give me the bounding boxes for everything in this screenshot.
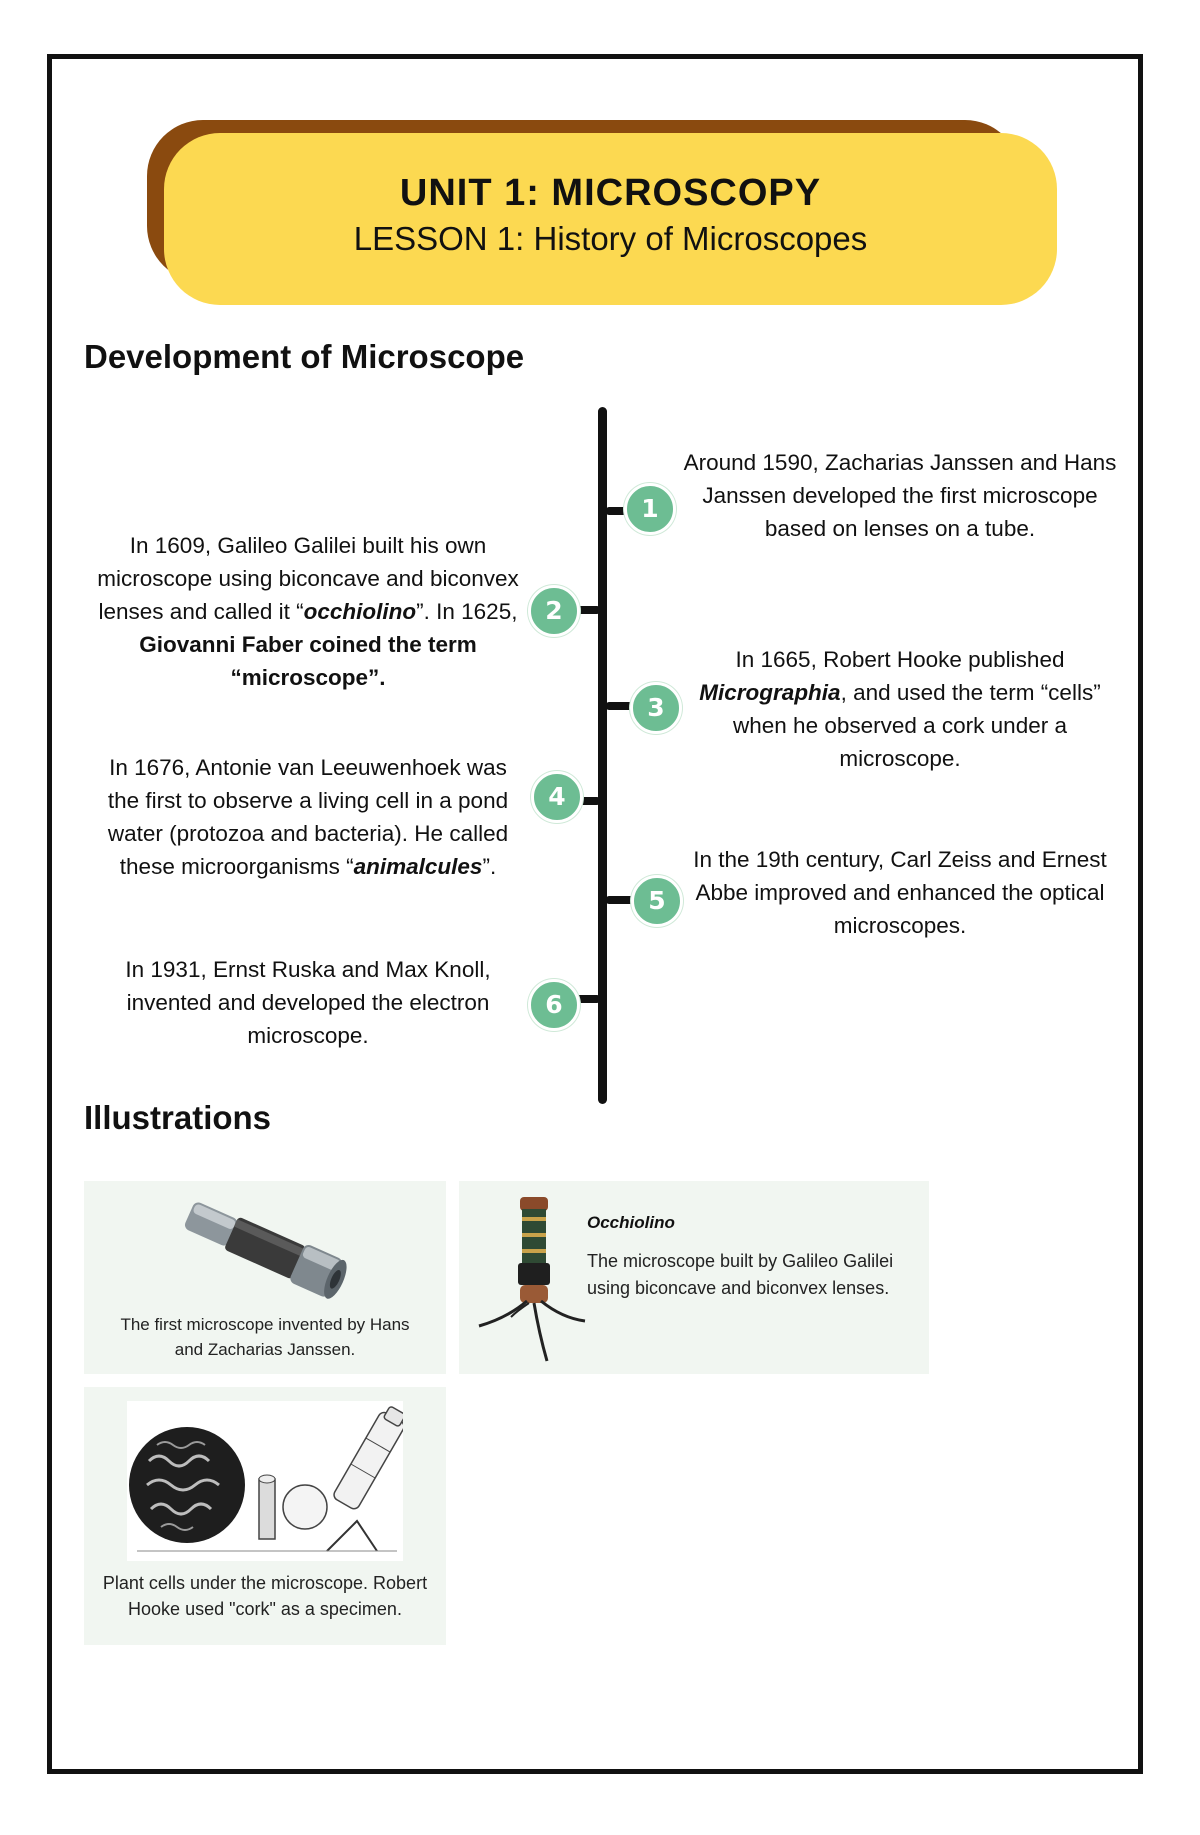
occhiolino-illustration [477, 1193, 587, 1368]
event-6-line: microscope. [247, 1023, 369, 1048]
event-2-line: Giovanni Faber coined the term [139, 632, 477, 657]
event-2-line: microscope using biconcave and biconvex [97, 566, 519, 591]
event-3-line: when he observed a cork under a [733, 713, 1067, 738]
title-banner [164, 133, 1057, 305]
timeline-event-3 [660, 643, 1140, 775]
timeline-marker-2: 2 [528, 585, 580, 637]
caption-line: and Zacharias Janssen. [174, 1340, 356, 1359]
janssen-microscope-illustration [170, 1193, 360, 1303]
event-4-line: these microorganisms “animalcules”. [119, 854, 497, 879]
description-line: The microscope built by Galileo Galilei [587, 1251, 894, 1271]
event-5-line: In the 19th century, Carl Zeiss and Ernest [693, 847, 1107, 872]
hooke-caption [84, 1570, 446, 1622]
timeline-marker-3: 3 [630, 682, 682, 734]
event-4-line: water (protozoa and bacteria). He called [107, 821, 509, 846]
hooke-micrographia-illustration [127, 1401, 403, 1561]
janssen-caption [84, 1312, 446, 1362]
event-4-line: In 1676, Antonie van Leeuwenhoek was [109, 755, 507, 780]
timeline-event-2 [58, 529, 558, 694]
event-1-line: based on lenses on a tube. [764, 516, 1036, 541]
event-2-line: lenses and called it “occhiolino”. In 1625, [98, 599, 518, 624]
occhiolino-title: Occhiolino [587, 1213, 675, 1232]
illustration-card-occhiolino [459, 1181, 929, 1374]
timeline-marker-6: 6 [528, 979, 580, 1031]
event-2-line: In 1609, Galileo Galilei built his own [129, 533, 487, 558]
illustrations-heading: Illustrations [84, 1099, 272, 1136]
occhiolino-term: occhiolino [303, 599, 417, 624]
event-3-line: Micrographia, and used the term “cells” [699, 680, 1101, 705]
event-3-line: In 1665, Robert Hooke published [735, 647, 1065, 672]
timeline-marker-4: 4 [531, 771, 583, 823]
event-1-line: Janssen developed the first microscope [702, 483, 1098, 508]
event-5-line: microscopes. [833, 913, 967, 938]
timeline-event-6 [58, 953, 558, 1052]
timeline-event-4 [58, 751, 558, 883]
event-6-line: invented and developed the electron [126, 990, 490, 1015]
timeline-event-5 [660, 843, 1140, 942]
micrographia-term: Micrographia [699, 680, 841, 705]
occhiolino-description [587, 1248, 922, 1302]
development-heading: Development of Microscope [84, 338, 525, 375]
timeline-marker-5: 5 [631, 875, 683, 927]
timeline-marker-1: 1 [624, 483, 676, 535]
animalcules-term: animalcules [353, 854, 483, 879]
illustration-card-hooke [84, 1387, 446, 1645]
event-5-line: Abbe improved and enhanced the optical [695, 880, 1105, 905]
caption-line: The first microscope invented by Hans [120, 1315, 410, 1334]
lesson-title: LESSON 1: History of Microscopes [353, 220, 868, 257]
caption-line: Hooke used "cork" as a specimen. [128, 1599, 402, 1619]
event-1-line: Around 1590, Zacharias Janssen and Hans [683, 450, 1117, 475]
event-6-line: In 1931, Ernst Ruska and Max Knoll, [125, 957, 491, 982]
caption-line: Plant cells under the microscope. Robert [102, 1573, 428, 1593]
timeline-event-1 [660, 446, 1140, 545]
event-2-line: “microscope”. [230, 665, 386, 690]
event-3-line: microscope. [839, 746, 961, 771]
description-line: using biconcave and biconvex lenses. [587, 1278, 890, 1298]
illustration-card-janssen [84, 1181, 446, 1374]
event-4-line: the first to observe a living cell in a pond [107, 788, 509, 813]
unit-title: UNIT 1: MICROSCOPY [399, 172, 822, 214]
